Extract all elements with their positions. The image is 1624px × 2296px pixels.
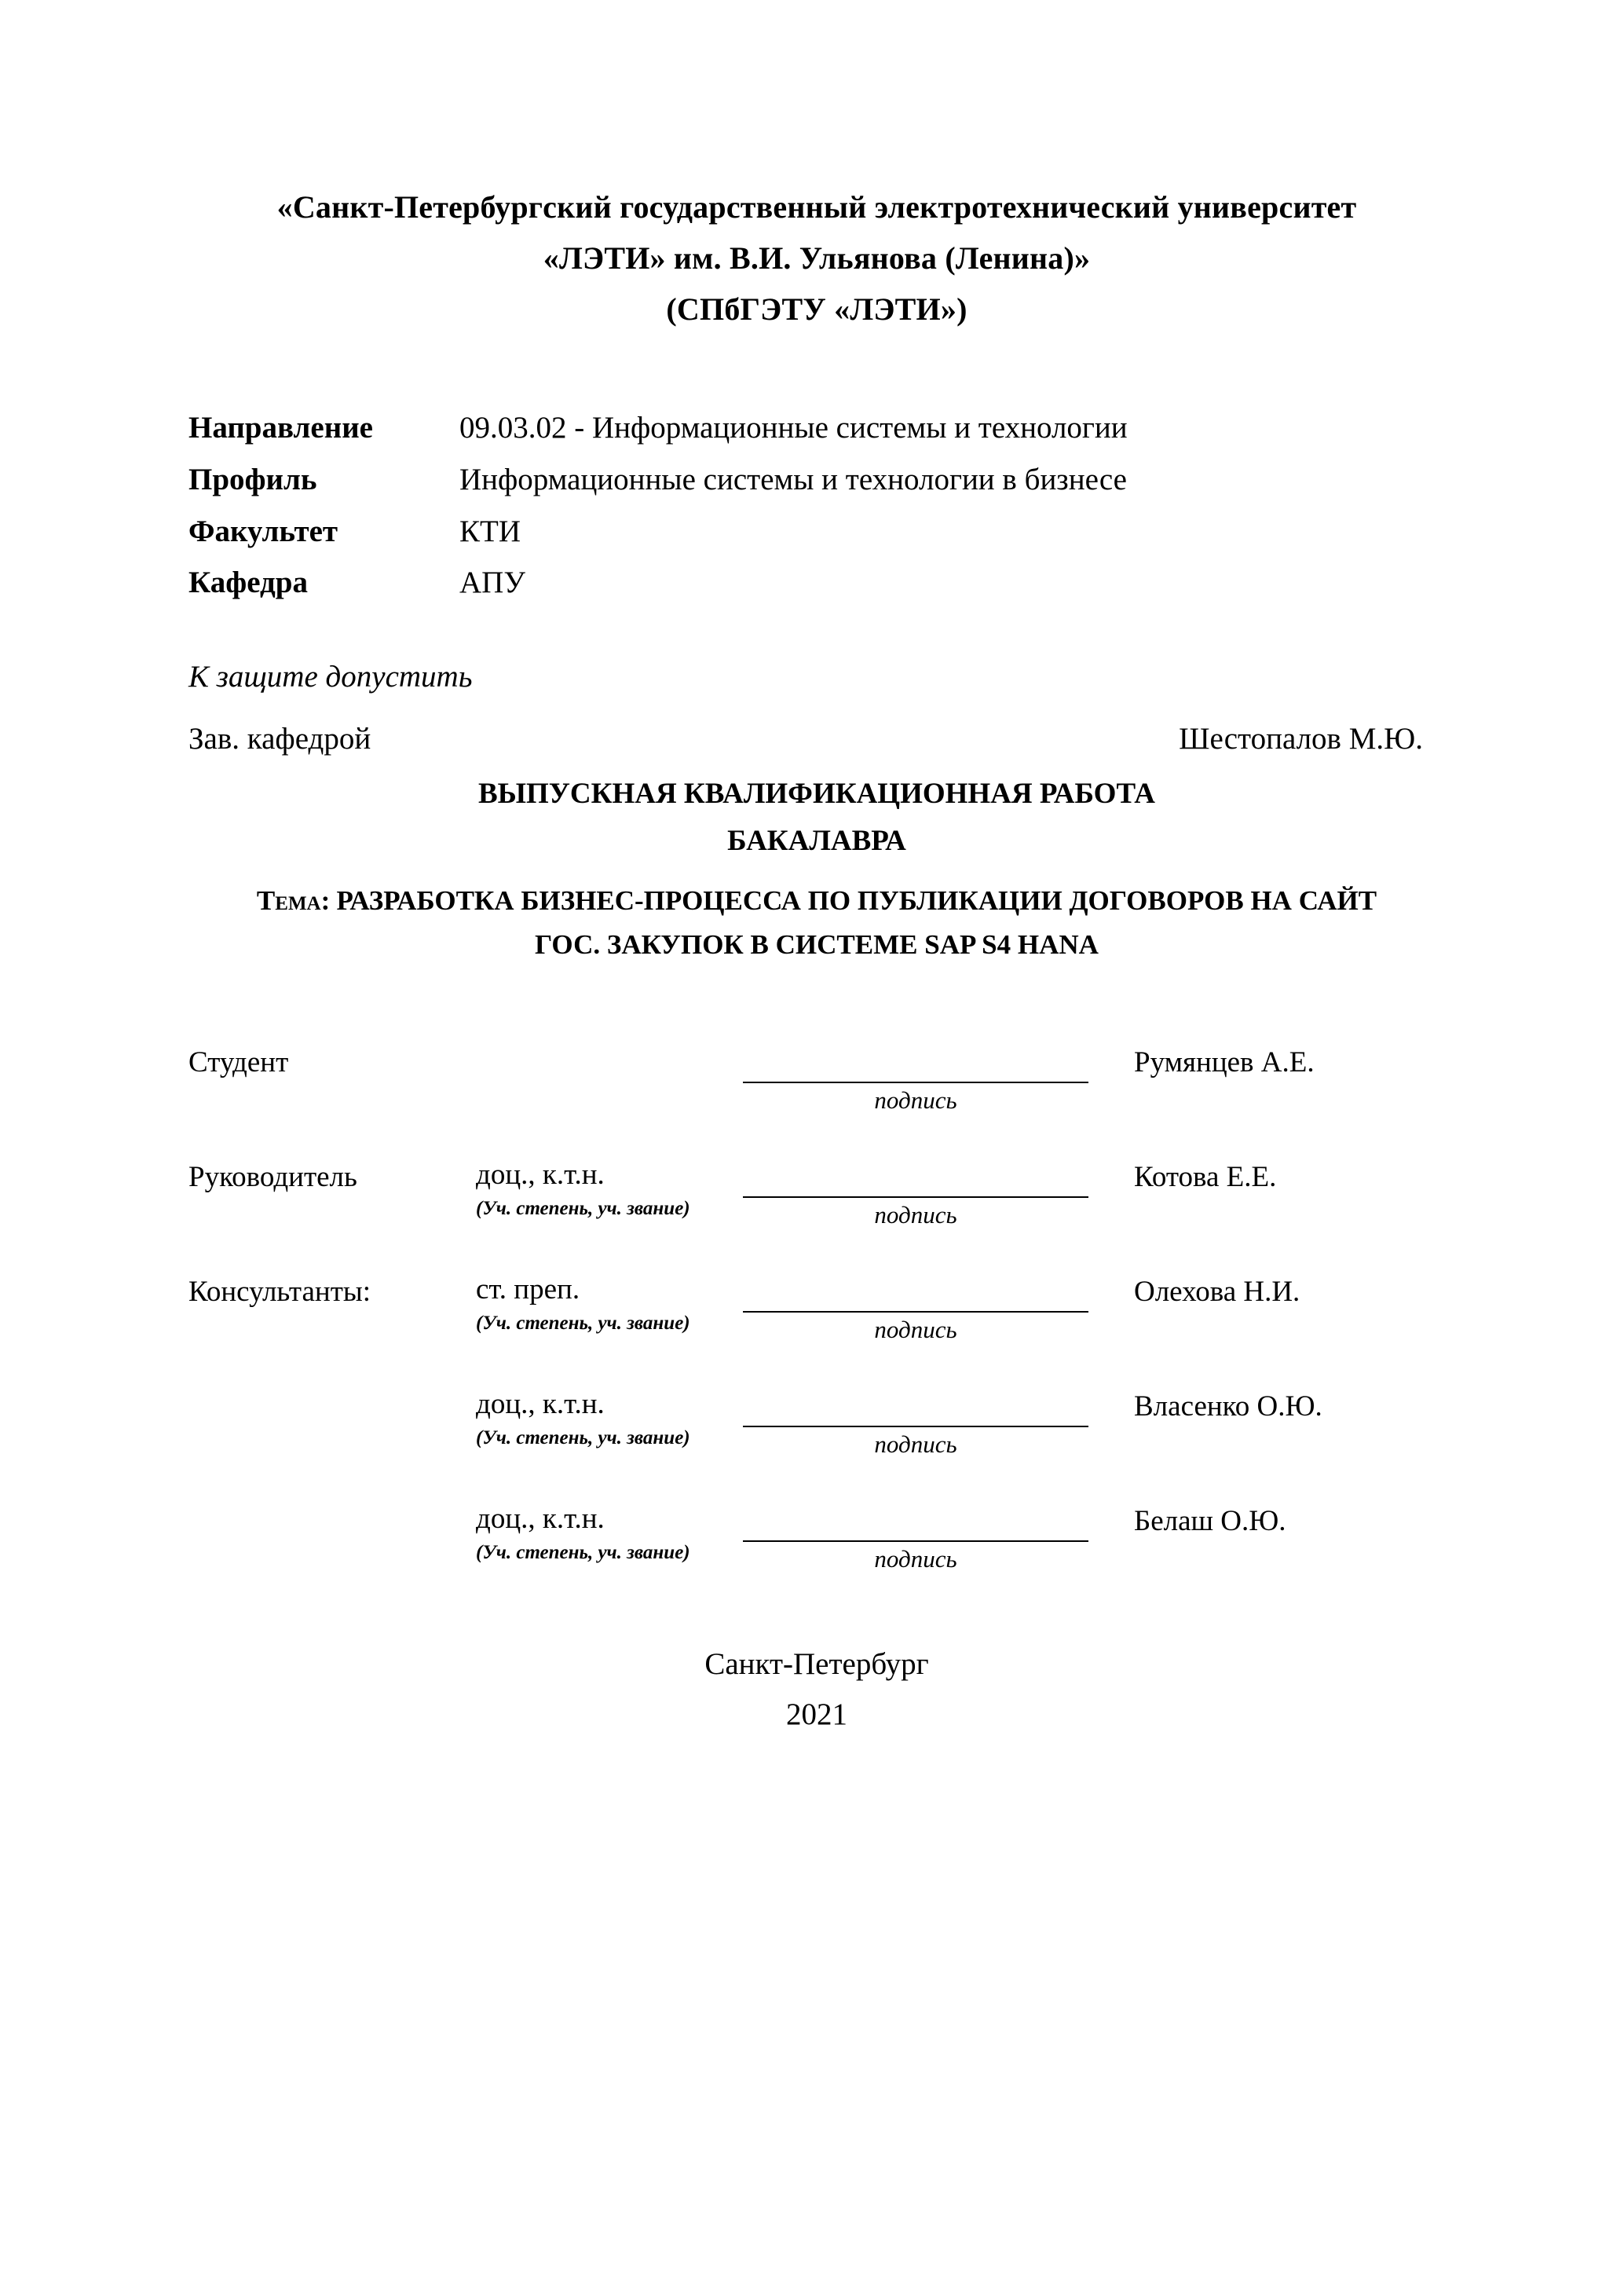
table-row <box>188 1501 1445 1573</box>
signature-role-student: Студент <box>188 1045 289 1078</box>
signature-name-consultant-2: Власенко О.Ю. <box>1134 1390 1322 1423</box>
degree-text: доц., к.т.н. <box>476 1502 605 1535</box>
signature-field-consultant-3[interactable] <box>743 1501 1088 1573</box>
department-head-row <box>188 721 1445 756</box>
signature-caption: подпись <box>874 1315 957 1343</box>
field-label-faculty: Факультет <box>188 514 338 548</box>
degree-note: (Уч. степень, уч. звание) <box>476 1197 690 1219</box>
university-name-line-1: «Санкт-Петербургский государственный электротехнический университет <box>276 189 1357 225</box>
table-row <box>188 1157 1445 1229</box>
table-row <box>188 558 1445 610</box>
signature-role-empty-1 <box>188 1386 476 1459</box>
signature-field-student[interactable] <box>743 1042 1088 1115</box>
table-row <box>188 507 1445 559</box>
signature-line[interactable] <box>743 1272 1088 1313</box>
program-details-table <box>188 404 1445 610</box>
field-value-profile: Информационные системы и технологии в бизнесе <box>459 463 1127 496</box>
degree-note: (Уч. степень, уч. звание) <box>476 1541 690 1563</box>
degree-text: доц., к.т.н. <box>476 1387 605 1420</box>
signature-degree-consultant-2 <box>476 1386 743 1459</box>
degree-note: (Уч. степень, уч. звание) <box>476 1426 690 1448</box>
signature-name-consultant-1: Олехова Н.И. <box>1134 1275 1300 1308</box>
work-theme-prefix: Тема: <box>256 884 331 916</box>
department-head-name: Шестопалов М.Ю. <box>1179 721 1423 756</box>
footer-city: Санкт-Петербург <box>704 1646 929 1681</box>
work-title <box>188 771 1445 865</box>
signature-caption: подпись <box>874 1200 957 1229</box>
signature-line[interactable] <box>743 1386 1088 1427</box>
signature-line[interactable] <box>743 1042 1088 1083</box>
document-footer <box>188 1639 1445 1741</box>
footer-year: 2021 <box>786 1697 847 1732</box>
department-head-role: Зав. кафедрой <box>188 721 371 756</box>
work-title-line-2: БАКАЛАВРА <box>727 824 906 857</box>
field-label-department: Кафедра <box>188 566 308 600</box>
spacer-row <box>188 1115 1445 1157</box>
signature-role-consultants: Консультанты: <box>188 1275 371 1308</box>
work-theme-line-1: РАЗРАБОТКА БИЗНЕС-ПРОЦЕССА ПО ПУБЛИКАЦИИ ДОГОВОРОВ НА САЙТ <box>336 884 1377 916</box>
signature-field-supervisor[interactable] <box>743 1157 1088 1229</box>
spacer-row <box>188 1459 1445 1501</box>
spacer-row <box>188 1344 1445 1386</box>
field-label-profile: Профиль <box>188 463 317 496</box>
signature-degree-supervisor <box>476 1157 743 1229</box>
signature-caption: подпись <box>874 1430 957 1458</box>
field-value-faculty: КТИ <box>459 514 521 548</box>
field-value-direction: 09.03.02 - Информационные системы и технологии <box>459 411 1128 445</box>
university-abbreviation: (СПбГЭТУ «ЛЭТИ») <box>666 291 967 327</box>
spacer-row <box>188 1229 1445 1272</box>
signature-field-consultant-2[interactable] <box>743 1386 1088 1459</box>
degree-note: (Уч. степень, уч. звание) <box>476 1312 690 1334</box>
table-row <box>188 1272 1445 1344</box>
signature-role-empty-2 <box>188 1501 476 1573</box>
table-row <box>188 404 1445 456</box>
field-value-department: АПУ <box>459 566 525 600</box>
table-row <box>188 456 1445 507</box>
signature-name-supervisor: Котова Е.Е. <box>1134 1160 1277 1193</box>
signature-caption: подпись <box>874 1544 957 1573</box>
degree-text: доц., к.т.н. <box>476 1158 605 1191</box>
work-theme-line-2: ГОС. ЗАКУПОК В СИСТЕМЕ SAP S4 HANA <box>535 928 1099 960</box>
university-name-line-2: «ЛЭТИ» им. В.И. Ульянова (Ленина)» <box>543 240 1091 276</box>
signature-name-consultant-3: Белаш О.Ю. <box>1134 1504 1286 1537</box>
signature-line[interactable] <box>743 1501 1088 1542</box>
signature-role-supervisor: Руководитель <box>188 1160 357 1193</box>
signatures-table <box>188 1042 1445 1573</box>
approval-note: К защите допустить <box>188 659 473 694</box>
page-content <box>188 0 1445 1740</box>
university-header <box>188 182 1445 335</box>
signature-field-consultant-1[interactable] <box>743 1272 1088 1344</box>
signature-name-student: Румянцев А.Е. <box>1134 1045 1315 1078</box>
signature-caption: подпись <box>874 1086 957 1114</box>
work-theme <box>188 879 1445 967</box>
signature-degree-student <box>476 1042 743 1115</box>
signature-degree-consultant-1 <box>476 1272 743 1344</box>
work-title-line-1: ВЫПУСКНАЯ КВАЛИФИКАЦИОННАЯ РАБОТА <box>477 777 1156 810</box>
degree-text: ст. преп. <box>476 1273 580 1305</box>
signature-degree-consultant-3 <box>476 1501 743 1573</box>
table-row <box>188 1042 1445 1115</box>
table-row <box>188 1386 1445 1459</box>
signature-line[interactable] <box>743 1157 1088 1198</box>
field-label-direction: Направление <box>188 411 373 445</box>
